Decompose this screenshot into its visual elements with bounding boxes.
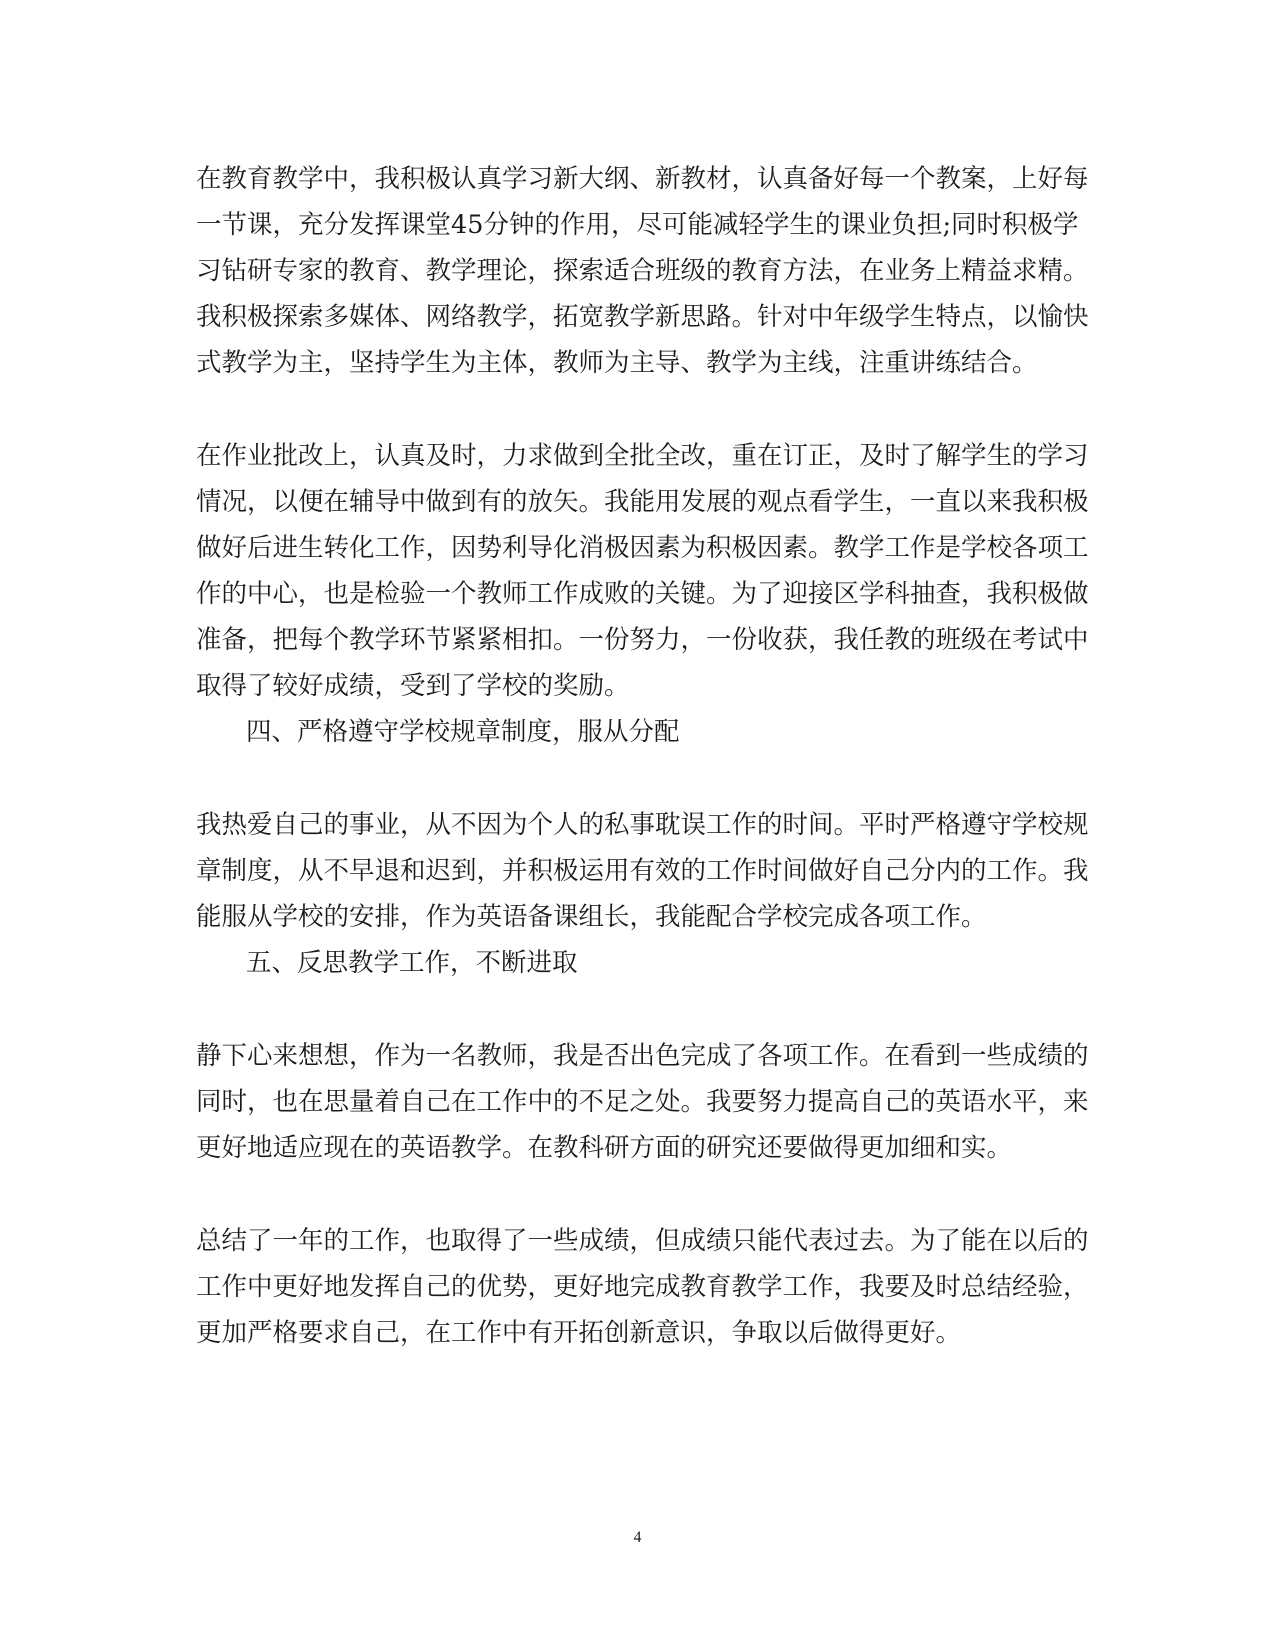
text-line: 在教育教学中，我积极认真学习新大纲、新教材，认真备好每一个教案，上好每 bbox=[196, 164, 1089, 194]
text-line: 在作业批改上，认真及时，力求做到全批全改，重在订正，及时了解学生的学习 bbox=[196, 441, 1089, 471]
text-line: 一节课，充分发挥课堂45分钟的作用，尽可能减轻学生的课业负担;同时积极学 bbox=[196, 210, 1079, 240]
section-heading-five: 五、反思教学工作，不断进取 bbox=[246, 948, 578, 978]
text-line: 情况，以便在辅导中做到有的放矢。我能用发展的观点看学生，一直以来我积极 bbox=[196, 487, 1089, 517]
text-line: 静下心来想想，作为一名教师，我是否出色完成了各项工作。在看到一些成绩的 bbox=[196, 1041, 1089, 1071]
text-line: 式教学为主，坚持学生为主体，教师为主导、教学为主线，注重讲练结合。 bbox=[196, 348, 1038, 378]
text-line: 准备，把每个教学环节紧紧相扣。一份努力，一份收获，我任教的班级在考试中 bbox=[196, 625, 1089, 655]
text-line: 做好后进生转化工作，因势利导化消极因素为积极因素。教学工作是学校各项工 bbox=[196, 533, 1089, 563]
text-line: 工作中更好地发挥自己的优势，更好地完成教育教学工作，我要及时总结经验， bbox=[196, 1272, 1089, 1302]
text-line: 我积极探索多媒体、网络教学，拓宽教学新思路。针对中年级学生特点，以愉快 bbox=[196, 302, 1089, 332]
section-heading-four: 四、严格遵守学校规章制度，服从分配 bbox=[246, 717, 680, 747]
text-line: 习钻研专家的教育、教学理论，探索适合班级的教育方法，在业务上精益求精。 bbox=[196, 256, 1089, 286]
text-line: 更加严格要求自己，在工作中有开拓创新意识，争取以后做得更好。 bbox=[196, 1318, 962, 1348]
text-line: 总结了一年的工作，也取得了一些成绩，但成绩只能代表过去。为了能在以后的 bbox=[196, 1226, 1089, 1256]
text-line: 取得了较好成绩，受到了学校的奖励。 bbox=[196, 671, 630, 701]
page-number: 4 bbox=[633, 1529, 642, 1546]
text-line: 同时，也在思量着自己在工作中的不足之处。我要努力提高自己的英语水平，来 bbox=[196, 1087, 1089, 1117]
text-line: 章制度，从不早退和迟到，并积极运用有效的工作时间做好自己分内的工作。我 bbox=[196, 856, 1089, 886]
text-line: 能服从学校的安排，作为英语备课组长，我能配合学校完成各项工作。 bbox=[196, 902, 987, 932]
text-line: 更好地适应现在的英语教学。在教科研方面的研究还要做得更加细和实。 bbox=[196, 1133, 1013, 1163]
text-line: 作的中心，也是检验一个教师工作成败的关键。为了迎接区学科抽查，我积极做 bbox=[196, 579, 1089, 609]
text-line: 我热爱自己的事业，从不因为个人的私事耽误工作的时间。平时严格遵守学校规 bbox=[196, 810, 1089, 840]
